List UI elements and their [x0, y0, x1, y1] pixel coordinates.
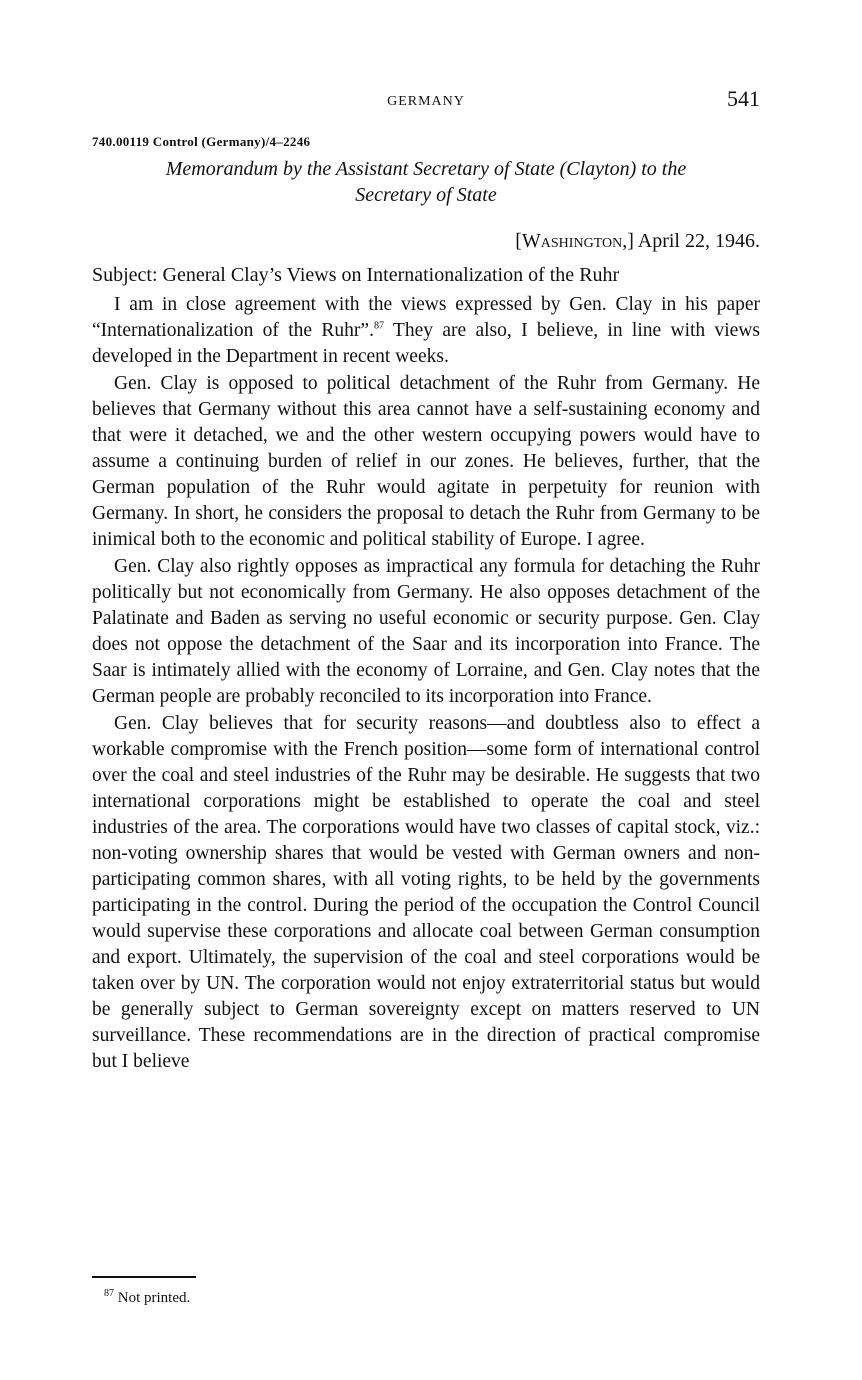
paragraph-1: [92, 292, 760, 370]
paragraph-2: Gen. Clay is opposed to political detachment of the Ruhr from Germany. He believes that Germany without this area cannot have a self-sustaining economy and that were it detached, we and the other western occupying powers would have to assume a continuing burden of relief in our zones. He believes, further, that the German population of the Ruhr would agitate in perpetuity for reunion with Germany. In short, he considers the proposal to detach the Ruhr from Germany to be inimical both to the economic and political stability of Europe. I agree.: [92, 373, 760, 550]
file-reference: 740.00119 Control (Germany)/4–2246: [92, 134, 311, 149]
page-number: 541: [727, 86, 760, 111]
dateline-open-bracket: [: [515, 230, 522, 252]
paragraph-3: Gen. Clay also rightly opposes as impractical any formula for detaching the Ruhr politically but not economically from Germany. He also opposes detachment of the Palatinate and Baden as serving no useful economic or security purpose. Gen. Clay does not oppose the detachment of the Saar and its incorporation into France. The Saar is intimately allied with the economy of Lorraine, and Gen. Clay notes that the German people are probably reconciled to its incorporation into France.: [92, 556, 760, 707]
paragraph-1-text-after-note: They are also, I believe, in line with views developed in the Department in recent weeks.: [92, 320, 760, 367]
footnote: [104, 1290, 190, 1307]
paragraph-4: Gen. Clay believes that for security reasons—and doubtless also to effect a workable compromise with the French position—some form of international control over the coal and steel industries of the Ruhr may be desirable. He suggests that two international corporations might be established to operate the coal and steel industries of the area. The corporations would have two classes of capital stock, viz.: non-voting ownership shares that would be vested with German owners and non-participating common shares, with all voting rights, to be held by the governments participating in the control. During the period of the occupation the Control Council would supervise these corporations and allocate coal between German consumption and export. Ultimately, the supervision of the coal and steel corporations would be taken over by UN. The corporation would not enjoy extraterritorial status but would be generally subject to German sovereignty except on matters reserved to UN surveillance. These recommendations are in the direction of practical compromise but I believe: [92, 713, 760, 1072]
footnote-text: Not printed.: [114, 1290, 191, 1306]
dateline-date: April 22, 1946.: [633, 230, 760, 252]
document-title-line2: Secretary of State: [355, 184, 497, 206]
dateline: [515, 230, 760, 253]
footnote-reference: 87: [373, 320, 384, 332]
running-head: [92, 86, 760, 116]
paragraph-1-text-before-note: I am in close agreement with the views expressed by Gen. Clay in his paper “Internationalization of the Ruhr”.: [92, 294, 760, 341]
subject-line: Subject: General Clay’s Views on Internationalization of the Ruhr: [92, 264, 620, 286]
memorandum-body: [92, 292, 760, 1076]
dateline-close-bracket: ,]: [622, 230, 634, 252]
footnote-divider: [92, 1276, 196, 1278]
running-title: GERMANY: [387, 94, 465, 109]
dateline-place: Washington: [521, 230, 623, 252]
document-title-line1: Memorandum by the Assistant Secretary of State (Clayton) to the: [165, 158, 687, 180]
document-title: [92, 156, 760, 208]
footnote-marker: 87: [104, 1288, 114, 1299]
